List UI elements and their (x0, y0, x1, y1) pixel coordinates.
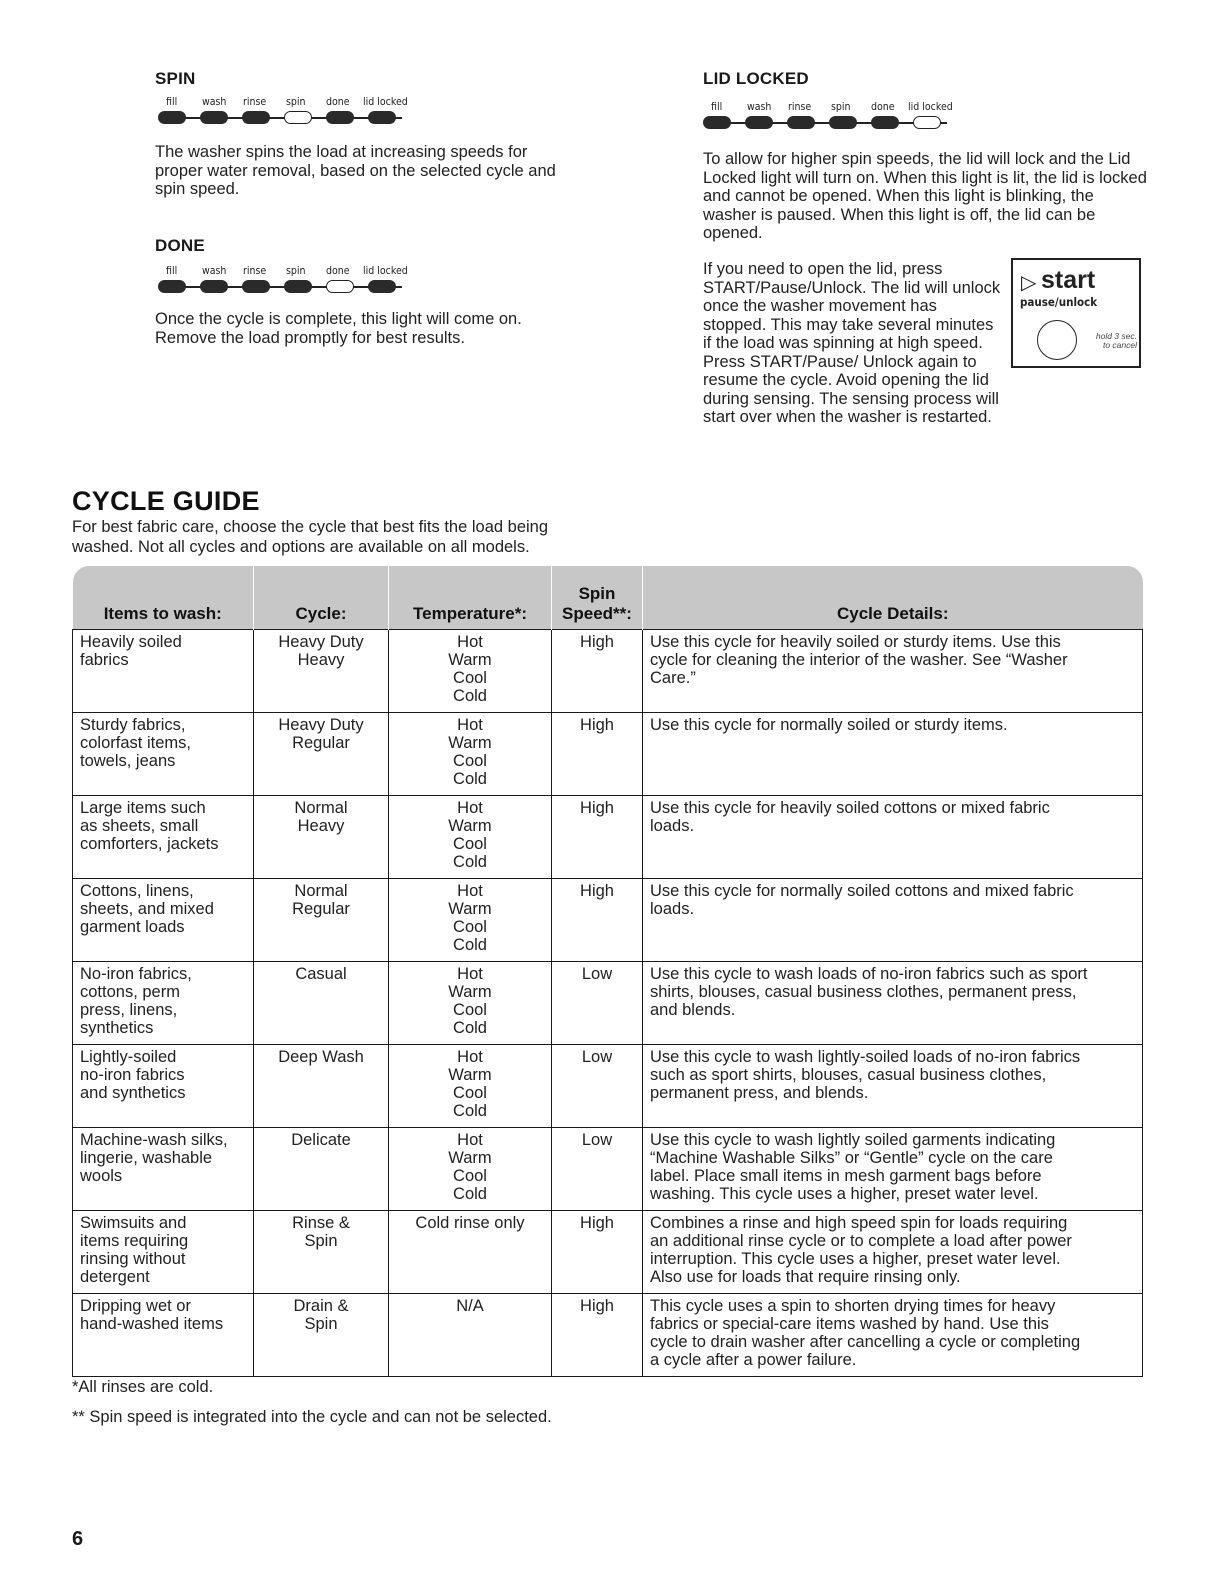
cell-temperature-line: Cool (453, 1167, 487, 1185)
cell-cycle-details-line: Use this cycle for normally soiled cottons and mixed fabric (650, 882, 1074, 900)
cell-cycle-details (643, 1294, 1143, 1377)
cell-items-line: towels, jeans (80, 752, 176, 770)
cell-items-line: Cottons, linens, (80, 882, 194, 900)
cell-temperature-line: Cold (453, 1185, 487, 1203)
status-light-row (703, 115, 953, 131)
spin-heading: SPIN (155, 69, 196, 88)
header-items: Items to wash: (73, 566, 254, 630)
cell-temperature-line: N/A (456, 1297, 484, 1315)
header-spin-line-1: Spin (578, 584, 616, 603)
status-light-on-icon (745, 116, 773, 129)
cell-cycle-line: Heavy Duty (278, 633, 364, 651)
intro-line-2: washed. Not all cycles and options are available on all models. (72, 538, 530, 556)
cell-temperature-line: Cool (453, 669, 487, 687)
lid-locked-description: To allow for higher spin speeds, the lid will lock and the Lid Locked light will turn on. When this light is lit, the lid is locked and cannot be opened. When this light is blinking, the washer is paused. When this light is off, the lid can be opened. (703, 150, 1147, 242)
status-light-on-icon (200, 111, 228, 124)
cell-cycle-details-line: Use this cycle to wash loads of no-iron fabrics such as sport (650, 965, 1088, 983)
status-label: rinse (788, 101, 812, 113)
status-light-off-icon (284, 111, 312, 124)
status-labels (158, 265, 408, 279)
cell-cycle-details-line: fabrics or special-care items washed by hand. Use this (650, 1315, 1049, 1333)
cell-cycle-line: Rinse & (292, 1214, 350, 1232)
footnote-spin-speed: ** Spin speed is integrated into the cycle and can not be selected. (72, 1408, 552, 1426)
cell-temperature (389, 1294, 552, 1377)
status-light-on-icon (284, 280, 312, 293)
cell-items-line: garment loads (80, 918, 185, 936)
cell-temperature-line: Cold (453, 1102, 487, 1120)
cell-cycle-details-line: “Machine Washable Silks” or “Gentle” cycle on the care (650, 1149, 1053, 1167)
status-label: fill (711, 101, 723, 113)
cell-items-line: No-iron fabrics, (80, 965, 192, 983)
status-light-on-icon (158, 111, 186, 124)
cell-cycle-details-line: and blends. (650, 1001, 736, 1019)
cell-items-line: comforters, jackets (80, 835, 219, 853)
status-light-on-icon (368, 280, 396, 293)
cell-items-line: sheets, and mixed (80, 900, 214, 918)
table-row (73, 713, 1143, 796)
cell-cycle (254, 1128, 389, 1211)
status-label: lid locked (908, 101, 953, 113)
cell-cycle (254, 962, 389, 1045)
cell-cycle-details (643, 796, 1143, 879)
cell-temperature-line: Hot (457, 1048, 483, 1066)
cell-items-line: as sheets, small (80, 817, 199, 835)
status-labels (158, 96, 408, 110)
cell-items-line: and synthetics (80, 1084, 186, 1102)
cell-items-line: cottons, perm (80, 983, 180, 1001)
cell-spin-speed: Low (552, 962, 643, 1045)
cell-cycle (254, 1045, 389, 1128)
cell-items-line: items requiring (80, 1232, 189, 1250)
cell-items-line: Machine-wash silks, (80, 1131, 228, 1149)
cell-cycle-line: Spin (304, 1315, 338, 1333)
cell-temperature-line: Hot (457, 633, 483, 651)
cell-spin-speed: High (552, 713, 643, 796)
cell-temperature-line: Warm (448, 651, 492, 669)
cell-items (73, 630, 254, 713)
cell-items (73, 962, 254, 1045)
cell-cycle-line: Delicate (291, 1131, 351, 1149)
cell-cycle-details-line: Also use for loads that require rinsing only. (650, 1268, 961, 1286)
cell-cycle-details (643, 1128, 1143, 1211)
start-button-illustration (1011, 258, 1141, 368)
cell-temperature-line: Cool (453, 752, 487, 770)
cell-temperature-line: Warm (448, 1149, 492, 1167)
status-light-row (158, 279, 408, 295)
cell-cycle-details-line: loads. (650, 900, 695, 918)
cycle-guide-table (72, 566, 1143, 1377)
status-label: lid locked (363, 265, 408, 277)
cell-cycle-details-line: cycle for cleaning the interior of the washer. See “Washer (650, 651, 1068, 669)
status-label: done (326, 96, 350, 108)
done-heading: DONE (155, 236, 205, 255)
header-spin-line-2: Speed**: (562, 604, 632, 623)
status-label: fill (166, 96, 178, 108)
cell-cycle-details-line: an additional rinse cycle or to complete a load after power (650, 1232, 1072, 1250)
hold-line-2: to cancel (1102, 340, 1137, 350)
status-label: done (871, 101, 895, 113)
start-button-circle-icon (1037, 320, 1077, 360)
lid-locked-status-lights (703, 101, 953, 131)
cell-cycle-details (643, 630, 1143, 713)
cell-cycle (254, 1294, 389, 1377)
cell-items (73, 1294, 254, 1377)
cell-temperature-line: Cool (453, 918, 487, 936)
cell-spin-speed: Low (552, 1045, 643, 1128)
cell-items-line: synthetics (80, 1019, 154, 1037)
header-spin-speed (552, 566, 643, 630)
cell-temperature (389, 1128, 552, 1211)
status-label: done (326, 265, 350, 277)
cell-spin-speed: High (552, 879, 643, 962)
cell-cycle-details-line: interruption. This cycle uses a higher, preset water level. (650, 1250, 1061, 1268)
cell-cycle (254, 630, 389, 713)
cell-cycle-details (643, 962, 1143, 1045)
cell-items (73, 1211, 254, 1294)
cell-cycle-line: Heavy (297, 817, 345, 835)
cell-temperature-line: Cool (453, 1084, 487, 1102)
cell-cycle-line: Casual (295, 965, 347, 983)
cell-temperature-line: Cold (453, 936, 487, 954)
cell-temperature (389, 1211, 552, 1294)
cell-cycle-details (643, 713, 1143, 796)
spin-description: The washer spins the load at increasing speeds for proper water removal, based on the selected cycle and spin speed. (155, 143, 556, 198)
cell-temperature-line: Hot (457, 1131, 483, 1149)
cell-items-line: rinsing without (80, 1250, 186, 1268)
cell-cycle (254, 713, 389, 796)
status-label: spin (286, 265, 306, 277)
cycle-guide-intro (72, 517, 548, 557)
cell-temperature-line: Warm (448, 983, 492, 1001)
status-label: wash (747, 101, 772, 113)
cell-cycle-line: Deep Wash (278, 1048, 364, 1066)
header-cycle: Cycle: (254, 566, 389, 630)
status-labels (703, 101, 953, 115)
table-row (73, 1294, 1143, 1377)
cell-items (73, 713, 254, 796)
cell-cycle-details-line: This cycle uses a spin to shorten drying times for heavy (650, 1297, 1056, 1315)
cell-cycle (254, 796, 389, 879)
cell-cycle-line: Normal (294, 882, 348, 900)
cell-cycle-details-line: Use this cycle for heavily soiled or sturdy items. Use this (650, 633, 1061, 651)
cell-cycle (254, 1211, 389, 1294)
cell-cycle-details-line: Combines a rinse and high speed spin for loads requiring (650, 1214, 1068, 1232)
cell-temperature (389, 879, 552, 962)
cell-cycle-details-line: a cycle after a power failure. (650, 1351, 857, 1369)
cell-cycle-details-line: shirts, blouses, casual business clothes, permanent press, (650, 983, 1077, 1001)
cell-spin-speed: High (552, 1211, 643, 1294)
cell-cycle-line: Regular (292, 734, 350, 752)
start-label: start (1041, 266, 1096, 294)
cell-temperature-line: Warm (448, 900, 492, 918)
status-label: rinse (243, 265, 267, 277)
status-light-on-icon (242, 111, 270, 124)
cell-spin-speed: High (552, 630, 643, 713)
cell-cycle-line: Heavy (297, 651, 345, 669)
header-cycle-details: Cycle Details: (643, 566, 1143, 630)
hold-line-1: hold 3 sec. (1095, 331, 1137, 341)
cell-cycle-details (643, 1045, 1143, 1128)
cell-temperature (389, 1045, 552, 1128)
table-row (73, 962, 1143, 1045)
status-label: spin (831, 101, 851, 113)
cell-spin-speed: High (552, 796, 643, 879)
status-label: rinse (243, 96, 267, 108)
done-status-lights (158, 265, 408, 295)
cell-items-line: wools (80, 1167, 123, 1185)
cell-items-line: fabrics (80, 651, 129, 669)
cell-temperature-line: Cold (453, 687, 487, 705)
table-header-row (73, 566, 1143, 630)
cell-items-line: Swimsuits and (80, 1214, 187, 1232)
cell-items-line: Lightly-soiled (80, 1048, 177, 1066)
cell-items-line: Dripping wet or (80, 1297, 191, 1315)
table-row (73, 1128, 1143, 1211)
hold-to-cancel-text (1091, 332, 1137, 350)
lid-unlock-instructions: If you need to open the lid, press START/Pause/Unlock. The lid will unlock once the washer movement has stopped. This may take several minutes if the load was spinning at high speed. Press START/Pause/ Unlock again to resume the cycle. Avoid opening the lid during sensing. The sensing process will start over when the washer is restarted. (703, 260, 1001, 426)
cell-temperature (389, 630, 552, 713)
cell-items-line: no-iron fabrics (80, 1066, 185, 1084)
cell-temperature (389, 796, 552, 879)
status-light-on-icon (829, 116, 857, 129)
lid-locked-heading: LID LOCKED (703, 69, 809, 88)
cell-cycle-details-line: Use this cycle to wash lightly-soiled loads of no-iron fabrics (650, 1048, 1081, 1066)
status-label: wash (202, 96, 227, 108)
done-description: Once the cycle is complete, this light will come on. Remove the load promptly for best results. (155, 310, 522, 347)
status-label: spin (286, 96, 306, 108)
cell-items-line: detergent (80, 1268, 150, 1286)
cell-items (73, 796, 254, 879)
cell-temperature-line: Hot (457, 799, 483, 817)
intro-line-1: For best fabric care, choose the cycle that best fits the load being (72, 518, 549, 536)
status-light-row (158, 110, 408, 126)
pause-unlock-label: pause/unlock (1020, 295, 1098, 309)
status-light-off-icon (326, 280, 354, 293)
cell-items (73, 1128, 254, 1211)
cell-cycle (254, 879, 389, 962)
cell-cycle-details (643, 1211, 1143, 1294)
page-number: 6 (72, 1528, 84, 1550)
header-temperature: Temperature*: (389, 566, 552, 630)
status-label: lid locked (363, 96, 408, 108)
cell-temperature-line: Hot (457, 965, 483, 983)
cell-items-line: Heavily soiled (80, 633, 182, 651)
cell-temperature-line: Warm (448, 734, 492, 752)
cell-items-line: Large items such (80, 799, 206, 817)
cell-temperature-line: Warm (448, 817, 492, 835)
cell-temperature-line: Cold (453, 770, 487, 788)
cell-cycle-details-line: Care.” (650, 669, 696, 687)
cell-items-line: lingerie, washable (80, 1149, 213, 1167)
cell-temperature-line: Warm (448, 1066, 492, 1084)
status-light-on-icon (787, 116, 815, 129)
table-row (73, 630, 1143, 713)
cell-spin-speed: High (552, 1294, 643, 1377)
status-light-on-icon (242, 280, 270, 293)
cell-cycle-line: Spin (304, 1232, 338, 1250)
spin-status-lights (158, 96, 408, 126)
cell-temperature-line: Cold (453, 853, 487, 871)
cycle-guide-title: CYCLE GUIDE (72, 486, 260, 516)
cell-cycle-details-line: Use this cycle to wash lightly soiled garments indicating (650, 1131, 1056, 1149)
play-icon: ▷ (1021, 272, 1037, 294)
status-label: wash (202, 265, 227, 277)
cell-spin-speed: Low (552, 1128, 643, 1211)
cell-temperature-line: Cold (453, 1019, 487, 1037)
cell-cycle-details (643, 879, 1143, 962)
status-light-on-icon (326, 111, 354, 124)
cell-temperature-line: Hot (457, 716, 483, 734)
cell-items (73, 1045, 254, 1128)
cell-items (73, 879, 254, 962)
cell-cycle-details-line: such as sport shirts, blouses, casual business clothes, (650, 1066, 1047, 1084)
cell-temperature-line: Hot (457, 882, 483, 900)
cell-cycle-details-line: Use this cycle for heavily soiled cottons or mixed fabric (650, 799, 1050, 817)
cell-items-line: colorfast items, (80, 734, 191, 752)
table-row (73, 1211, 1143, 1294)
cell-temperature (389, 713, 552, 796)
cell-cycle-line: Drain & (293, 1297, 349, 1315)
table-row (73, 879, 1143, 962)
cell-cycle-details-line: washing. This cycle uses a higher, preset water level. (650, 1185, 1039, 1203)
cell-temperature-line: Cold rinse only (415, 1214, 525, 1232)
cell-temperature-line: Cool (453, 1001, 487, 1019)
status-light-on-icon (368, 111, 396, 124)
status-light-off-icon (913, 116, 941, 129)
cell-cycle-line: Heavy Duty (278, 716, 364, 734)
status-light-on-icon (200, 280, 228, 293)
status-light-on-icon (158, 280, 186, 293)
cell-cycle-details-line: label. Place small items in mesh garment bags before (650, 1167, 1042, 1185)
cell-items-line: hand-washed items (80, 1315, 224, 1333)
table-row (73, 1045, 1143, 1128)
footnote-rinses: *All rinses are cold. (72, 1378, 214, 1396)
cell-items-line: press, linens, (80, 1001, 178, 1019)
table-row (73, 796, 1143, 879)
cell-cycle-details-line: permanent press, and blends. (650, 1084, 869, 1102)
status-light-on-icon (871, 116, 899, 129)
cell-items-line: Sturdy fabrics, (80, 716, 186, 734)
status-label: fill (166, 265, 178, 277)
cell-cycle-details-line: Use this cycle for normally soiled or sturdy items. (650, 716, 1008, 734)
status-light-on-icon (703, 116, 731, 129)
cell-cycle-details-line: cycle to drain washer after cancelling a cycle or completing (650, 1333, 1081, 1351)
cell-cycle-line: Normal (294, 799, 348, 817)
cell-temperature-line: Cool (453, 835, 487, 853)
cell-cycle-line: Regular (292, 900, 350, 918)
cell-temperature (389, 962, 552, 1045)
cell-cycle-details-line: loads. (650, 817, 695, 835)
